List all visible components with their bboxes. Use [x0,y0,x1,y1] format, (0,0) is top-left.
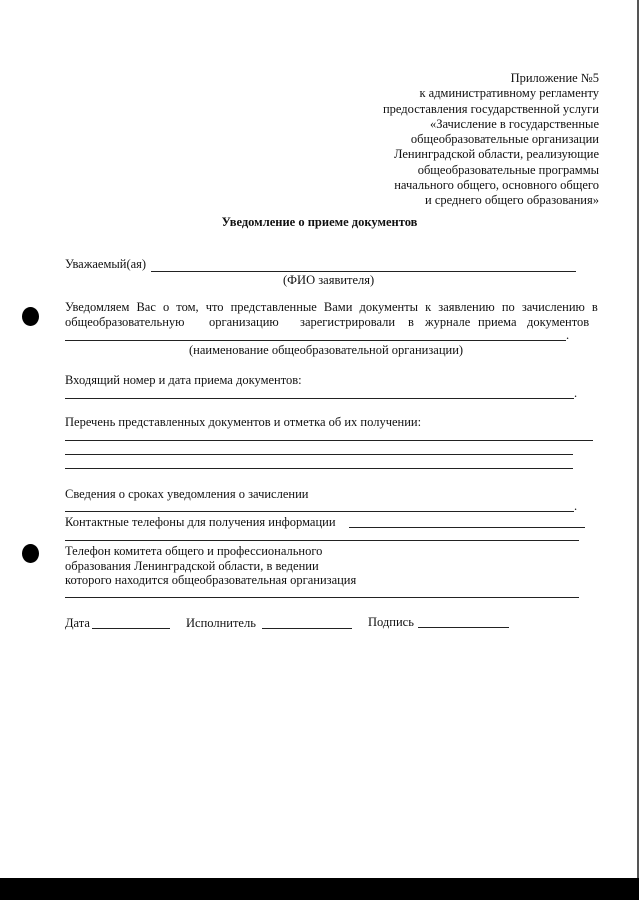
notice-word: по [501,300,515,314]
header-line: к административному регламенту [419,86,599,101]
notice-word: к [425,300,432,314]
period-mark: . [574,499,578,513]
notice-word: зарегистрировали [300,315,396,329]
header-line: «Зачисление в государственные [429,116,599,131]
documents-list-label: Перечень представленных документов и отметка об их получении: [65,415,422,429]
deadline-label: Сведения о сроках уведомления о зачислении [65,487,309,501]
notice-word: приема [478,315,517,329]
notice-line-1 [65,300,598,315]
punch-hole-mark [22,307,39,326]
incoming-label: Входящий номер и дата приема документов: [65,373,302,387]
header-line: Ленинградской области, реализующие [393,147,599,162]
deadline-field-line[interactable] [65,511,574,512]
date-label: Дата [65,616,90,630]
document-title: Уведомление о приеме документов [221,215,418,229]
committee-line: образования Ленинградской области, в ведении [65,558,319,573]
header-line: и среднего общего образования» [425,193,599,208]
committee-label [65,544,356,588]
notice-word: общеобразовательную [65,315,185,329]
notice-word: в [408,315,414,329]
header-line: предоставления государственной услуги [382,101,599,116]
notice-word: организацию [209,315,279,329]
period-mark: . [574,386,578,400]
notice-word: заявлению [438,300,495,314]
executor-label: Исполнитель [186,616,256,630]
committee-line: которого находится общеобразовательная организация [65,573,357,587]
header-line: общеобразовательные организации [410,132,599,147]
notice-word: что [205,300,224,314]
signature-label: Подпись [368,615,414,629]
notice-word: зачислению [521,300,585,314]
committee-line: Телефон комитета общего и профессионального [65,544,323,558]
notice-word: о [162,300,170,314]
punch-hole-mark [22,544,39,563]
notice-word: Вами [323,300,353,314]
signature-field-line[interactable] [418,627,509,628]
incoming-field-line[interactable] [65,398,574,399]
executor-field-line[interactable] [262,628,352,629]
documents-field-line[interactable] [65,454,573,455]
header-line: Приложение №5 [510,71,599,85]
phones-label: Контактные телефоны для получения информации [65,515,336,529]
committee-field-line[interactable] [65,597,579,598]
phones-field-line[interactable] [65,540,579,541]
period-mark: . [566,328,570,342]
fio-caption: (ФИО заявителя) [283,273,375,287]
notice-word: том, [176,300,199,314]
notice-word: представленные [230,300,317,314]
phones-field-line[interactable] [349,527,585,528]
greeting-label: Уважаемый(ая) [65,257,147,271]
appendix-header [383,71,599,209]
fio-field-line[interactable] [151,271,576,272]
documents-field-line[interactable] [65,440,593,441]
documents-field-line[interactable] [65,468,573,469]
org-field-line[interactable] [65,340,566,341]
notice-word: Уведомляем [65,300,130,314]
notice-word: документов [527,315,590,329]
notice-word: документы [359,300,419,314]
scan-bottom-border [0,878,639,900]
date-field-line[interactable] [92,628,170,629]
notice-word: журнале [425,315,471,329]
notice-word: в [591,300,598,314]
header-line: общеобразовательные программы [417,162,599,177]
org-caption: (наименование общеобразовательной организации) [189,343,464,357]
header-line: начального общего, основного общего [394,178,599,193]
notice-word: Вас [136,300,156,314]
